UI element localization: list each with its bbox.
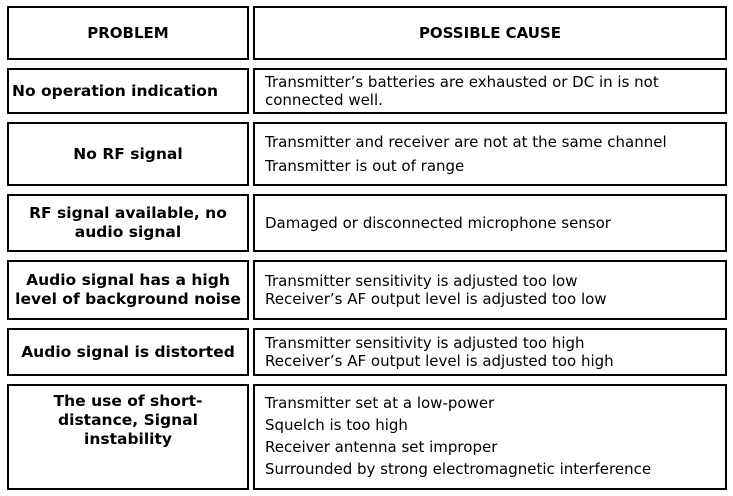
cause-text: Receiver antenna set improper	[265, 438, 498, 456]
problem-text: The use of short-distance, Signal instability	[53, 392, 203, 448]
table-row	[2, 380, 731, 494]
cause-cell	[253, 68, 727, 114]
cause-text: Transmitter sensitivity is adjusted too low	[265, 272, 578, 290]
header-row	[2, 2, 731, 64]
problem-text: No operation indication	[12, 81, 218, 100]
table-row	[2, 118, 731, 190]
table-row	[2, 190, 731, 256]
cause-text: Receiver’s AF output level is adjusted too low	[265, 290, 607, 308]
problem-cell	[7, 68, 249, 114]
problem-text: No RF signal	[73, 144, 183, 163]
table-row	[2, 64, 731, 118]
cause-text: Transmitter set at a low-power	[265, 394, 495, 412]
cause-cell	[253, 260, 727, 320]
cause-text: Transmitter is out of range	[265, 157, 465, 175]
header-problem-label: PROBLEM	[87, 23, 169, 42]
table-row	[2, 256, 731, 324]
cause-cell	[253, 384, 727, 490]
problem-cell	[7, 122, 249, 186]
header-problem	[7, 6, 249, 60]
cause-text: Transmitter’s batteries are exhausted or DC in is not connected well.	[265, 73, 659, 109]
troubleshooting-table	[2, 2, 731, 494]
problem-text: RF signal available, no audio signal	[29, 204, 227, 241]
cause-text: Transmitter and receiver are not at the same channel	[265, 133, 667, 151]
problem-cell	[7, 328, 249, 376]
cause-text: Receiver’s AF output level is adjusted too high	[265, 352, 614, 370]
table-row	[2, 324, 731, 380]
cause-cell	[253, 194, 727, 252]
problem-cell	[7, 260, 249, 320]
problem-text: Audio signal has a high level of background noise	[15, 271, 241, 308]
problem-cell	[7, 384, 249, 490]
header-cause	[253, 6, 727, 60]
cause-text: Damaged or disconnected microphone sensor	[265, 214, 611, 232]
header-cause-label: POSSIBLE CAUSE	[418, 24, 562, 42]
cause-text: Surrounded by strong electromagnetic interference	[265, 460, 652, 478]
cause-text: Transmitter sensitivity is adjusted too high	[265, 334, 585, 352]
cause-cell	[253, 122, 727, 186]
cause-cell	[253, 328, 727, 376]
cause-text: Squelch is too high	[265, 416, 408, 434]
problem-cell	[7, 194, 249, 252]
problem-text: Audio signal is distorted	[21, 342, 235, 361]
